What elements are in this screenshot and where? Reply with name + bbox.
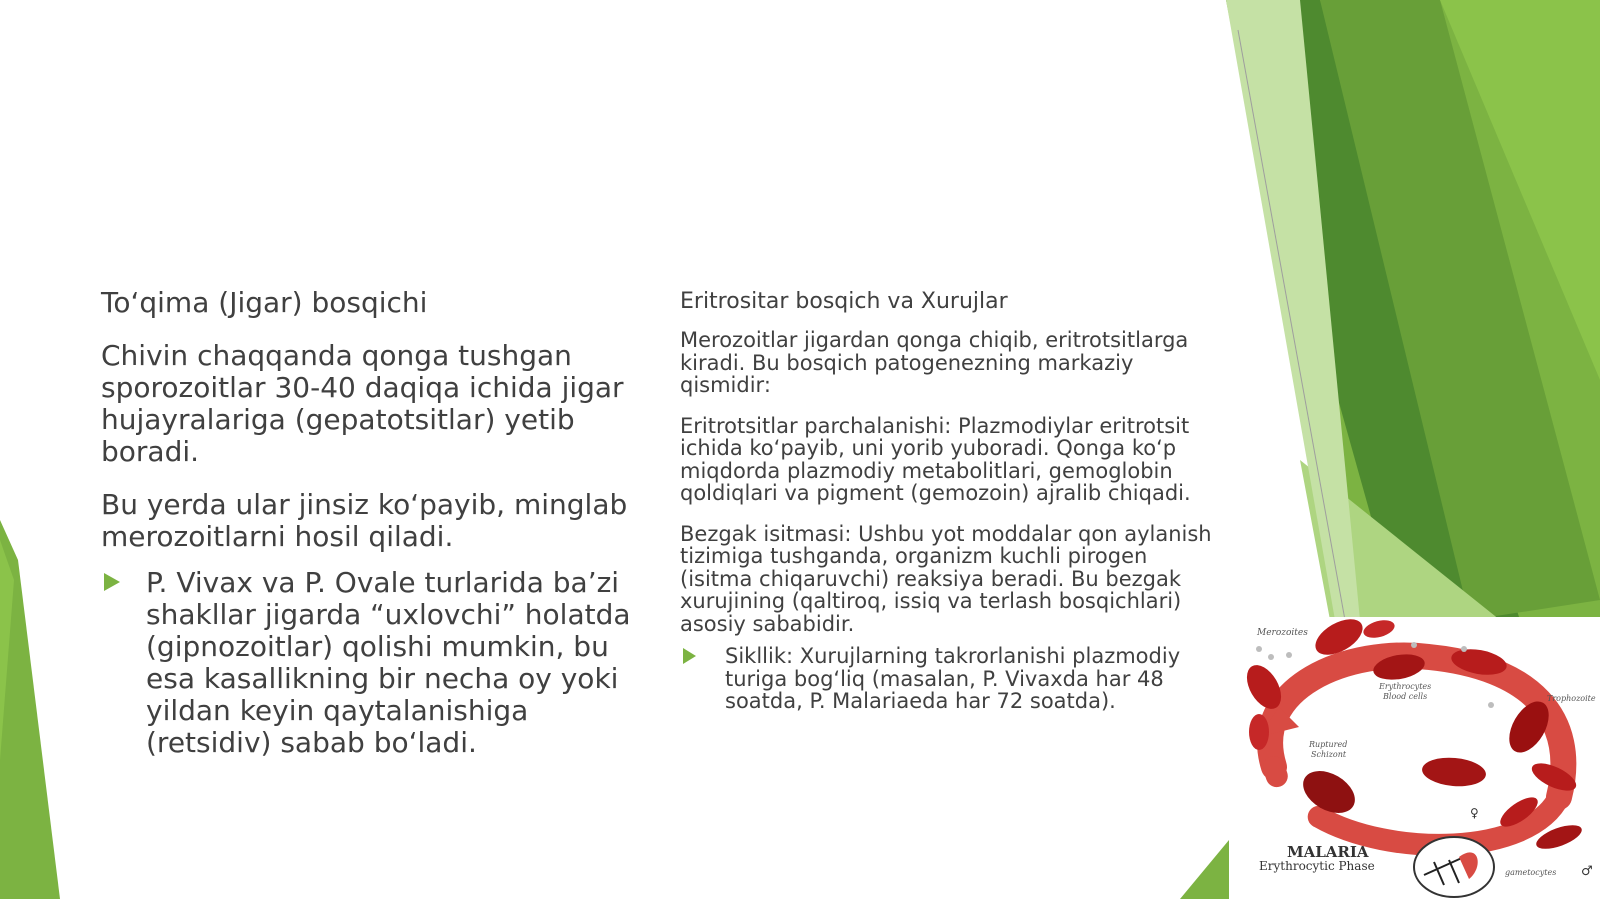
male-symbol-icon: ♂ (1581, 864, 1593, 879)
merozoite-dot (1461, 646, 1467, 652)
mosquito-lens (1414, 837, 1494, 897)
label-erythrocytes: Erythrocytes (1379, 682, 1432, 691)
label-schizont: Schizont (1311, 750, 1347, 759)
erythrocytic-bullet-text: Sikllik: Xurujlarning takrorlanishi plazmodiy turiga bog‘liq (masalan, P. Vivaxda har 48 soatda, P. Malariaeda har 72 soatda). (725, 644, 1181, 713)
merozoite-dot (1268, 654, 1274, 660)
erythrocytic-paragraph-3: Bezgak isitmasi: Ushbu yot moddalar qon aylanish tizimiga tushganda, organizm kuchli pirogen (isitma chiqaruvchi) reaksiya beradi. Bu bezgak xurujining (qaltiroq, issiq va terlash bosqichlari) asosiy sababidir. (680, 521, 1212, 636)
red-blood-cell (1249, 714, 1269, 750)
liver-stage-paragraph-2: Bu yerda ular jinsiz ko‘payib, minglab merozoitlarni hosil qiladi. (101, 488, 628, 553)
liver-stage-bullet (101, 567, 631, 759)
image-subtitle: Erythrocytic Phase (1259, 859, 1375, 873)
erythrocytic-paragraph-1: Merozoitlar jigardan qonga chiqib, eritrotsitlarga kiradi. Bu bosqich patogenezning markaziy qismidir: (680, 328, 1189, 397)
merozoite-dot (1256, 646, 1262, 652)
erythrocytic-paragraph-2: Eritrotsitlar parchalanishi: Plazmodiylar eritrotsit ichida ko‘payib, uni yorib yuboradi. Qonga ko‘p miqdorda plazmodiy metabolitlari, gemoglobin qoldiqlari va pigment (gemozoin) ajralib chiqadi. (680, 413, 1191, 505)
bullet-arrow-icon (104, 573, 120, 591)
label-gametocytes: gametocytes (1505, 868, 1557, 877)
malaria-cycle-image (1229, 617, 1600, 899)
image-title: MALARIA (1287, 843, 1369, 861)
erythrocytic-bullet (680, 645, 1216, 713)
merozoite-dot (1286, 652, 1292, 658)
erythrocytic-stage-heading: Eritrositar bosqich va Xurujlar (680, 289, 1008, 314)
left-text-column (101, 286, 631, 759)
label-merozoites: Merozoites (1257, 628, 1308, 638)
right-text-column (680, 288, 1216, 713)
bullet-arrow-icon (683, 648, 696, 664)
liver-stage-heading: To‘qima (Jigar) bosqichi (101, 286, 428, 319)
liver-stage-paragraph-1: Chivin chaqqanda qonga tushgan sporozoitlar 30-40 daqiqa ichida jigar hujayralariga (gepatotsitlar) yetib boradi. (101, 339, 624, 468)
green-facet-bottom (1180, 840, 1229, 899)
label-trophozoite: Trophozoite (1547, 694, 1596, 703)
female-symbol-icon: ♀ (1470, 806, 1479, 820)
merozoite-dot (1488, 702, 1494, 708)
merozoite-dot (1411, 642, 1417, 648)
liver-stage-bullet-text: P. Vivax va P. Ovale turlarida ba’zi shakllar jigarda “uxlovchi” holatda (gipnozoitlar) qolishi mumkin, bu esa kasallikning bir necha oy yoki yildan keyin qaytalanishiga (retsidiv) sabab bo‘ladi. (146, 566, 631, 759)
label-ruptured: Ruptured (1309, 740, 1348, 749)
label-blood-cells: Blood cells (1383, 692, 1428, 701)
